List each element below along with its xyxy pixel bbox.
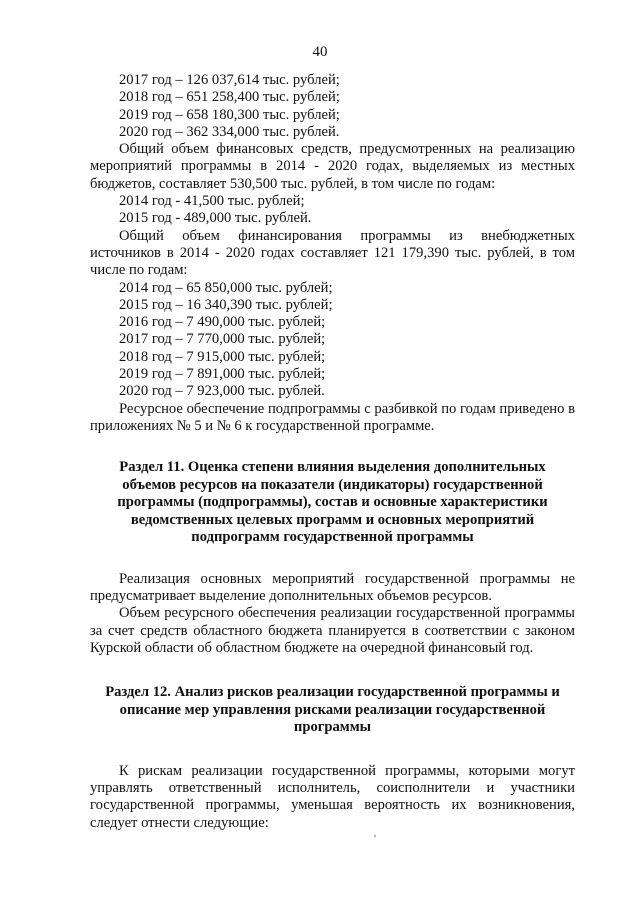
local-budget-paragraph: Общий объем финансовых средств, предусмотренных на реализацию мероприятий программы в 2014 - 2020 годах, выделяемых из местных бюджетов, составляет 530,500 тыс. рублей, в том числе по годам:: [90, 141, 575, 192]
extra-budget-paragraph: Общий объем финансирования программы из внебюджетных источников в 2014 - 2020 годах составляет 121 179,390 тыс. рублей, в том числе по годам:: [90, 227, 575, 279]
local-year-line-2015: 2015 год - 489,000 тыс. рублей.: [119, 210, 312, 227]
section-11-paragraph-2: Объем ресурсного обеспечения реализации государственной программы за счет средств областного бюджета планируется в соответствии с законом Курской области об областном бюджете на очередной финансовый год.: [90, 605, 575, 656]
section-12-paragraph-1: К рискам реализации государственной программы, которыми могут управлять ответственный исполнитель, соисполнители и участники государственной программы, уменьшая вероятность их возникновения, следует отнести следующие:: [90, 762, 575, 831]
extra-year-line-2020: 2020 год – 7 923,000 тыс. рублей.: [119, 383, 325, 400]
extra-year-line-2014: 2014 год – 65 850,000 тыс. рублей;: [119, 279, 333, 296]
year-line-2018: 2018 год – 651 258,400 тыс. рублей;: [119, 89, 340, 106]
extra-year-line-2019: 2019 год – 7 891,000 тыс. рублей;: [119, 366, 326, 383]
section-11-heading: Раздел 11. Оценка степени влияния выделения дополнительных объемов ресурсов на показатели (индикаторы) государственной программы (подпрограммы), состав и основные характеристики ведомственных целевых программ и основных мероприятий подпрограмм государственной программы: [117, 459, 548, 546]
extra-year-line-2017: 2017 год – 7 770,000 тыс. рублей;: [119, 331, 326, 348]
extra-year-line-2018: 2018 год – 7 915,000 тыс. рублей;: [119, 348, 326, 365]
extra-year-line-2016: 2016 год – 7 490,000 тыс. рублей;: [119, 314, 326, 331]
scan-speck: [374, 835, 376, 837]
resource-paragraph: Ресурсное обеспечение подпрограммы с разбивкой по годам приведено в приложениях № 5 и № 6 к государственной программе.: [90, 400, 575, 434]
year-line-2017: 2017 год – 126 037,614 тыс. рублей;: [119, 72, 340, 88]
year-line-2020: 2020 год – 362 334,000 тыс. рублей.: [119, 123, 340, 140]
page-number: 40: [312, 44, 328, 60]
page-content: [90, 72, 575, 832]
year-line-2019: 2019 год – 658 180,300 тыс. рублей;: [119, 106, 340, 123]
extra-year-line-2015: 2015 год – 16 340,390 тыс. рублей;: [119, 296, 333, 313]
section-11-paragraph-1: Реализация основных мероприятий государственной программы не предусматривает выделение дополнительных объемов ресурсов.: [90, 570, 575, 605]
section-12-heading: Раздел 12. Анализ рисков реализации государственной программы и описание мер управления рисками реализации государственной программы: [105, 684, 560, 736]
local-year-line-2014: 2014 год - 41,500 тыс. рублей;: [119, 193, 305, 210]
